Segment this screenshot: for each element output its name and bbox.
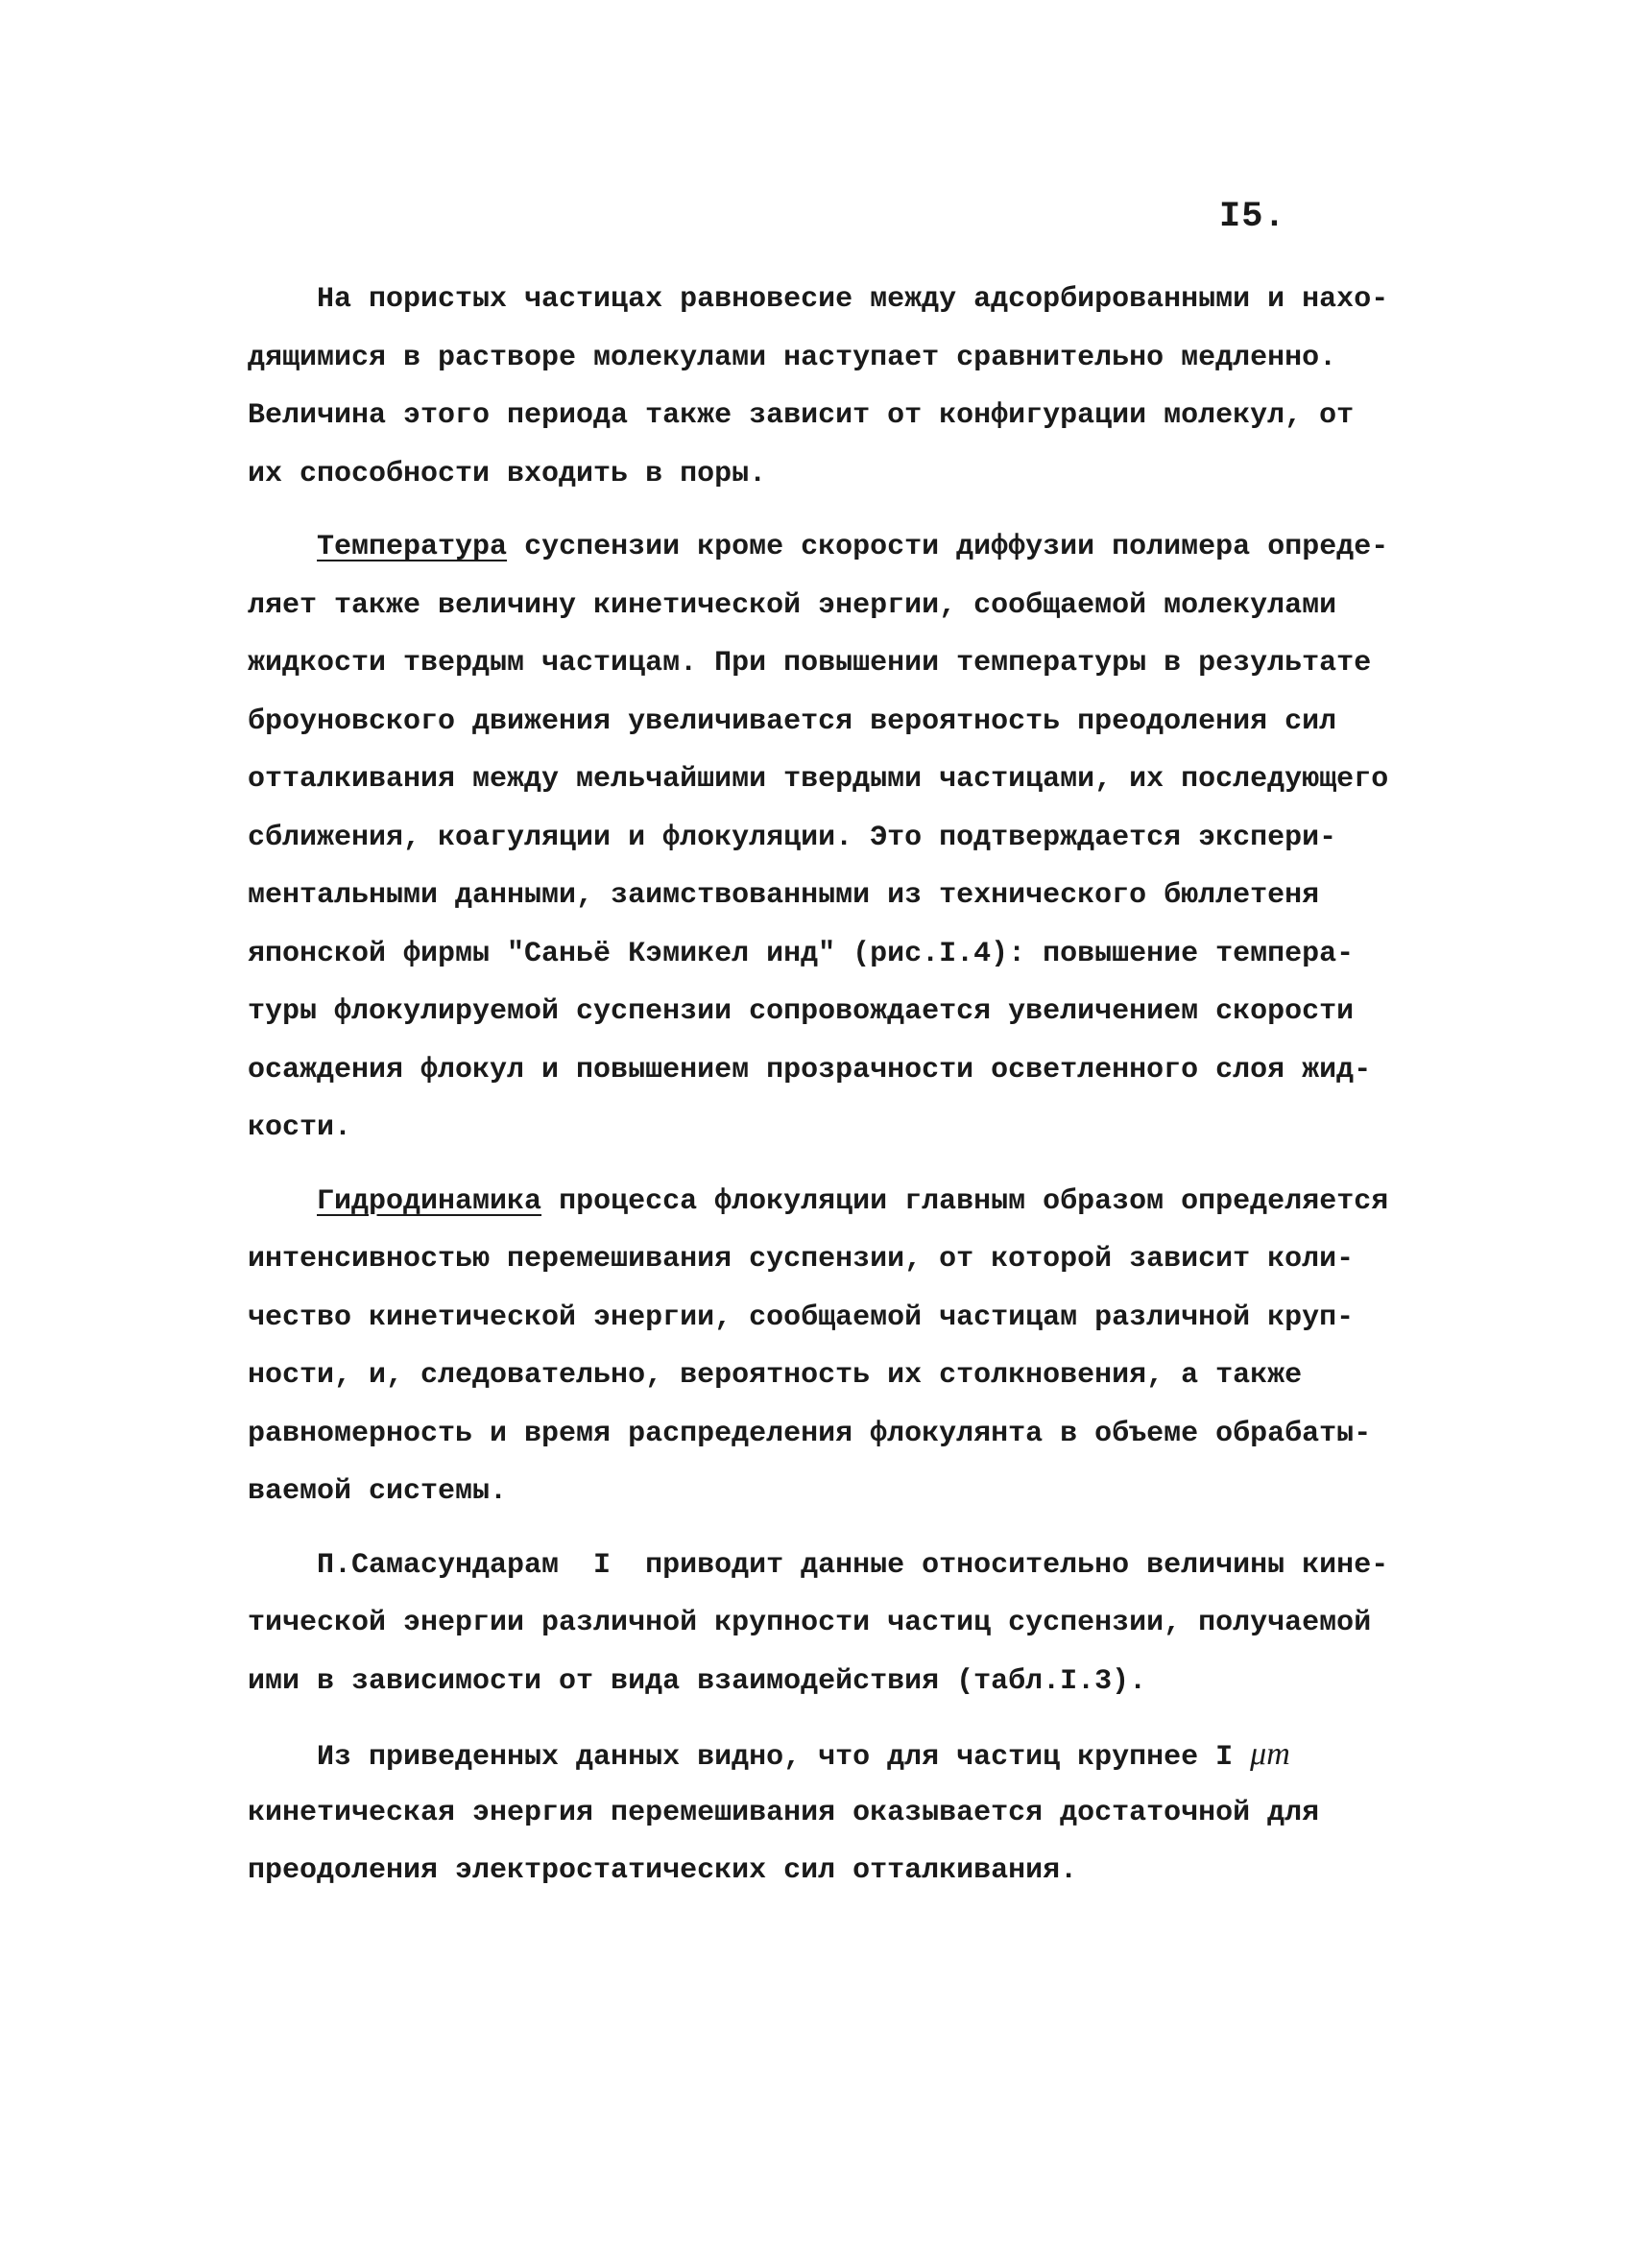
paragraph — [248, 1173, 1400, 1521]
page-number: I5. — [1219, 197, 1286, 237]
text-line: жидкости твердым частицам. При повышении температуры в результате — [248, 647, 1372, 680]
text-line: чество кинетической энергии, сообщаемой частицам различной круп- — [248, 1301, 1355, 1334]
text-line: осаждения флокул и повышением прозрачности осветленного слоя жид- — [248, 1053, 1372, 1086]
text-line: преодоления электростатических сил отталкивания. — [248, 1854, 1078, 1887]
paragraph — [248, 1726, 1400, 1900]
text-line: кости. — [248, 1111, 352, 1144]
text-segment: Из приведенных данных видно, что для частиц крупнее I — [248, 1741, 1251, 1774]
text-line: На пористых частицах равновесие между адсорбированными и нахо- — [248, 283, 1389, 316]
text-line: броуновского движения увеличивается вероятность преодоления сил — [248, 704, 1337, 738]
text-line: ваемой системы. — [248, 1475, 508, 1508]
text-line — [248, 1173, 1400, 1231]
paragraph — [248, 271, 1400, 503]
text-segment: процесса флокуляции главным образом определяется — [541, 1184, 1389, 1218]
text-line: ими в зависимости от вида взаимодействия (табл.I.3). — [248, 1664, 1147, 1698]
underlined-term: Температура — [317, 531, 508, 563]
micrometer-unit: μm — [1250, 1736, 1290, 1772]
text-segment: суспензии кроме скорости диффузии полимера опреде- — [507, 531, 1389, 563]
text-line: Величина этого периода также зависит от конфигурации молекул, от — [248, 399, 1355, 432]
text-line: интенсивностью перемешивания суспензии, от которой зависит коли- — [248, 1243, 1355, 1276]
text-line: тической энергии различной крупности частиц суспензии, получаемой — [248, 1607, 1372, 1639]
text-line: П.Самасундарам I приводит данные относительно величины кине- — [248, 1548, 1389, 1582]
text-line: ляет также величину кинетической энергии, сообщаемой молекулами — [248, 588, 1337, 622]
text-line: кинетическая энергия перемешивания оказывается достаточной для — [248, 1796, 1320, 1829]
paragraph — [248, 518, 1400, 1158]
text-line: их способности входить в поры. — [248, 457, 767, 490]
text-line: японской фирмы "Саньё Кэмикел инд" (рис.I.4): повышение темпера- — [248, 937, 1355, 970]
text-line: равномерность и время распределения флокулянта в объеме обрабаты- — [248, 1417, 1372, 1450]
text-line: сближения, коагуляции и флокуляции. Это подтверждается экспери- — [248, 821, 1337, 854]
text-line: дящимися в растворе молекулами наступает сравнительно медленно. — [248, 341, 1337, 374]
underlined-term: Гидродинамика — [317, 1184, 542, 1218]
text-line: отталкивания между мельчайшими твердыми частицами, их последующего — [248, 763, 1389, 796]
document-body — [248, 271, 1400, 1900]
text-line: туры флокулируемой суспензии сопровождается увеличением скорости — [248, 995, 1355, 1028]
text-line — [248, 518, 1400, 577]
text-line: ности, и, следовательно, вероятность их столкновения, а также — [248, 1359, 1303, 1392]
paragraph — [248, 1537, 1400, 1711]
text-line — [248, 1726, 1400, 1784]
text-line: ментальными данными, заимствованными из технического бюллетеня — [248, 879, 1320, 912]
